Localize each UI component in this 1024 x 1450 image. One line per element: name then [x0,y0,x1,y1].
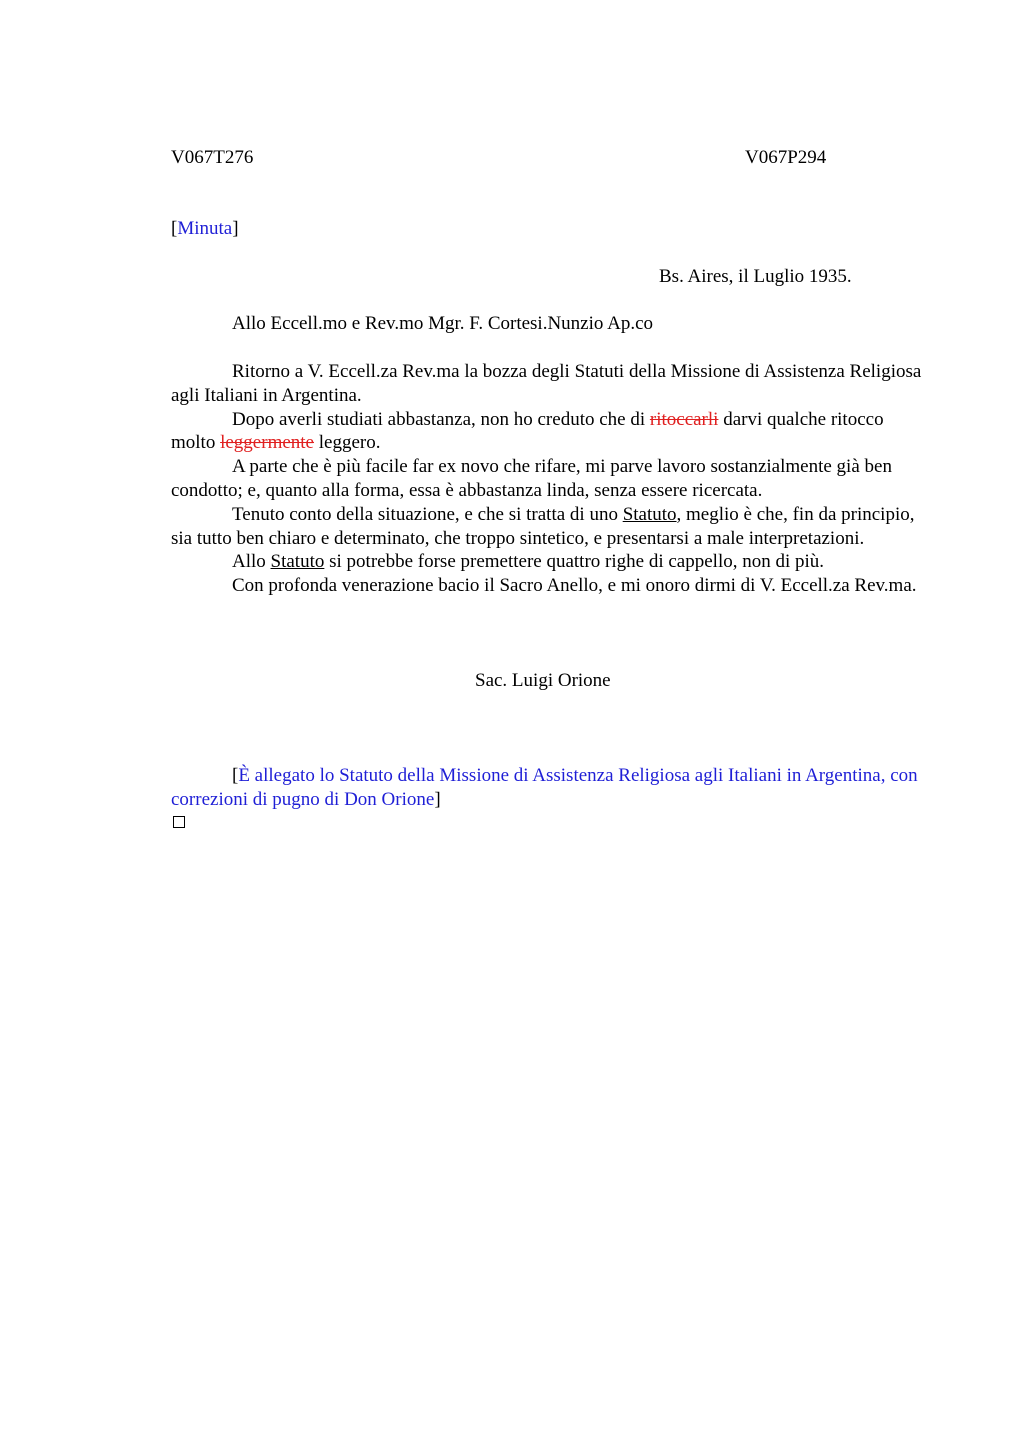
document-code-left: V067T276 [171,147,254,168]
end-marker-box-icon [173,816,185,828]
minuta-text: Minuta [177,218,233,239]
letter-body [171,360,931,598]
paragraph-2-part-c: leggero. [314,432,381,454]
attachment-text: È allegato lo Statuto della Missione di Assistenza Religiosa agli Italiani in Argentina, con correzioni di pugno di Don Orione [171,765,918,810]
bracket-close: ] [232,218,239,239]
paragraph-2-part-b: darvi qualche ritocco molto [171,408,884,454]
bracket-close: ] [434,788,441,810]
paragraph-4 [171,503,931,551]
deleted-word-leggermente: leggermente [220,432,314,454]
deleted-word-ritoccarli: ritoccarli [649,408,719,430]
paragraph-4-part-b: , meglio è che, fin da principio, sia tutto ben chiaro e determinato, che troppo sintetico, e presentarsi a male interpretazioni. [171,503,915,549]
minuta-label [171,217,239,241]
underlined-statuto: Statuto [270,551,325,573]
paragraph-4-part-a: Tenuto conto della situazione, e che si tratta di uno [232,503,623,525]
signature: Sac. Luigi Orione [475,670,611,691]
paragraph-2 [171,408,931,456]
paragraph-2-part-a: Dopo averli studiati abbastanza, non ho creduto che di [232,408,650,430]
paragraph-1: Ritorno a V. Eccell.za Rev.ma la bozza degli Statuti della Missione di Assistenza Religiosa agli Italiani in Argentina. [171,361,922,406]
paragraph-3: A parte che è più facile far ex novo che rifare, mi parve lavoro sostanzialmente già ben condotto; e, quanto alla forma, essa è abbastanza linda, senza essere ricercata. [171,456,892,501]
paragraph-5-part-b: si potrebbe forse premettere quattro righe di cappello, non di più. [324,551,825,573]
document-code-right: V067P294 [745,147,827,168]
addressee: Allo Eccell.mo e Rev.mo Mgr. F. Cortesi.Nunzio Ap.co [232,313,653,334]
paragraph-5-part-a: Allo [232,551,271,573]
bracket-open: [ [232,765,239,786]
bracket-open: [ [171,218,178,239]
dateline: Bs. Aires, il Luglio 1935. [659,266,852,287]
attachment-note [171,764,931,812]
underlined-statuto: Statuto [622,503,677,525]
paragraph-5 [171,550,931,574]
paragraph-6: Con profonda venerazione bacio il Sacro Anello, e mi onoro dirmi di V. Eccell.za Rev.ma. [232,575,917,597]
